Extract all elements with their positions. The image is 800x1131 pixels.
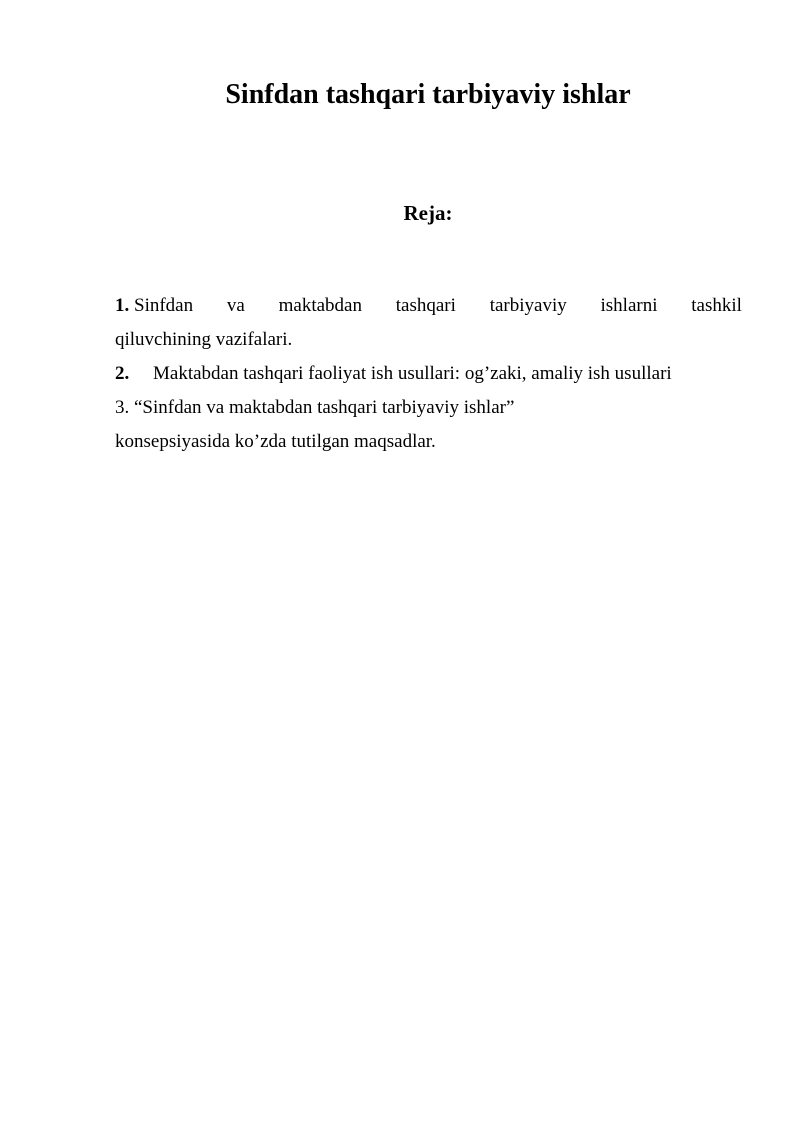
plan-item-1-word-1: Sinfdan [134, 295, 194, 316]
plan-item-1-continuation: qiluvchining vazifalari. [115, 329, 293, 350]
plan-item-1-lead [115, 289, 193, 323]
plan-item-2-text: Maktabdan tashqari faoliyat ish usullari: og’zaki, amaliy ish usullari [153, 363, 672, 384]
plan-item-2 [115, 357, 742, 391]
plan-heading: Reja: [403, 201, 453, 225]
plan-item-2-number: 2. [115, 363, 130, 384]
plan-item-1-first-line [115, 289, 742, 323]
plan-item-3: 3. “Sinfdan va maktabdan tashqari tarbiyaviy ishlar” [115, 397, 515, 418]
plan-item-1-word-3: maktabdan [278, 295, 362, 316]
plan-item-1-number: 1. [115, 295, 130, 316]
plan-item-1-word-7: tashkil [691, 295, 742, 316]
plan-item-1-word-2: va [226, 295, 245, 316]
document-title: Sinfdan tashqari tarbiyaviy ishlar [225, 79, 631, 110]
plan-item-1-word-6: ishlarni [600, 295, 658, 316]
plan-item-1-word-5: tarbiyaviy [489, 295, 567, 316]
plan-list [115, 289, 742, 459]
plan-item-1-word-4: tashqari [395, 295, 456, 316]
plan-item-3-continuation: konsepsiyasida ko’zda tutilgan maqsadlar. [115, 431, 436, 452]
